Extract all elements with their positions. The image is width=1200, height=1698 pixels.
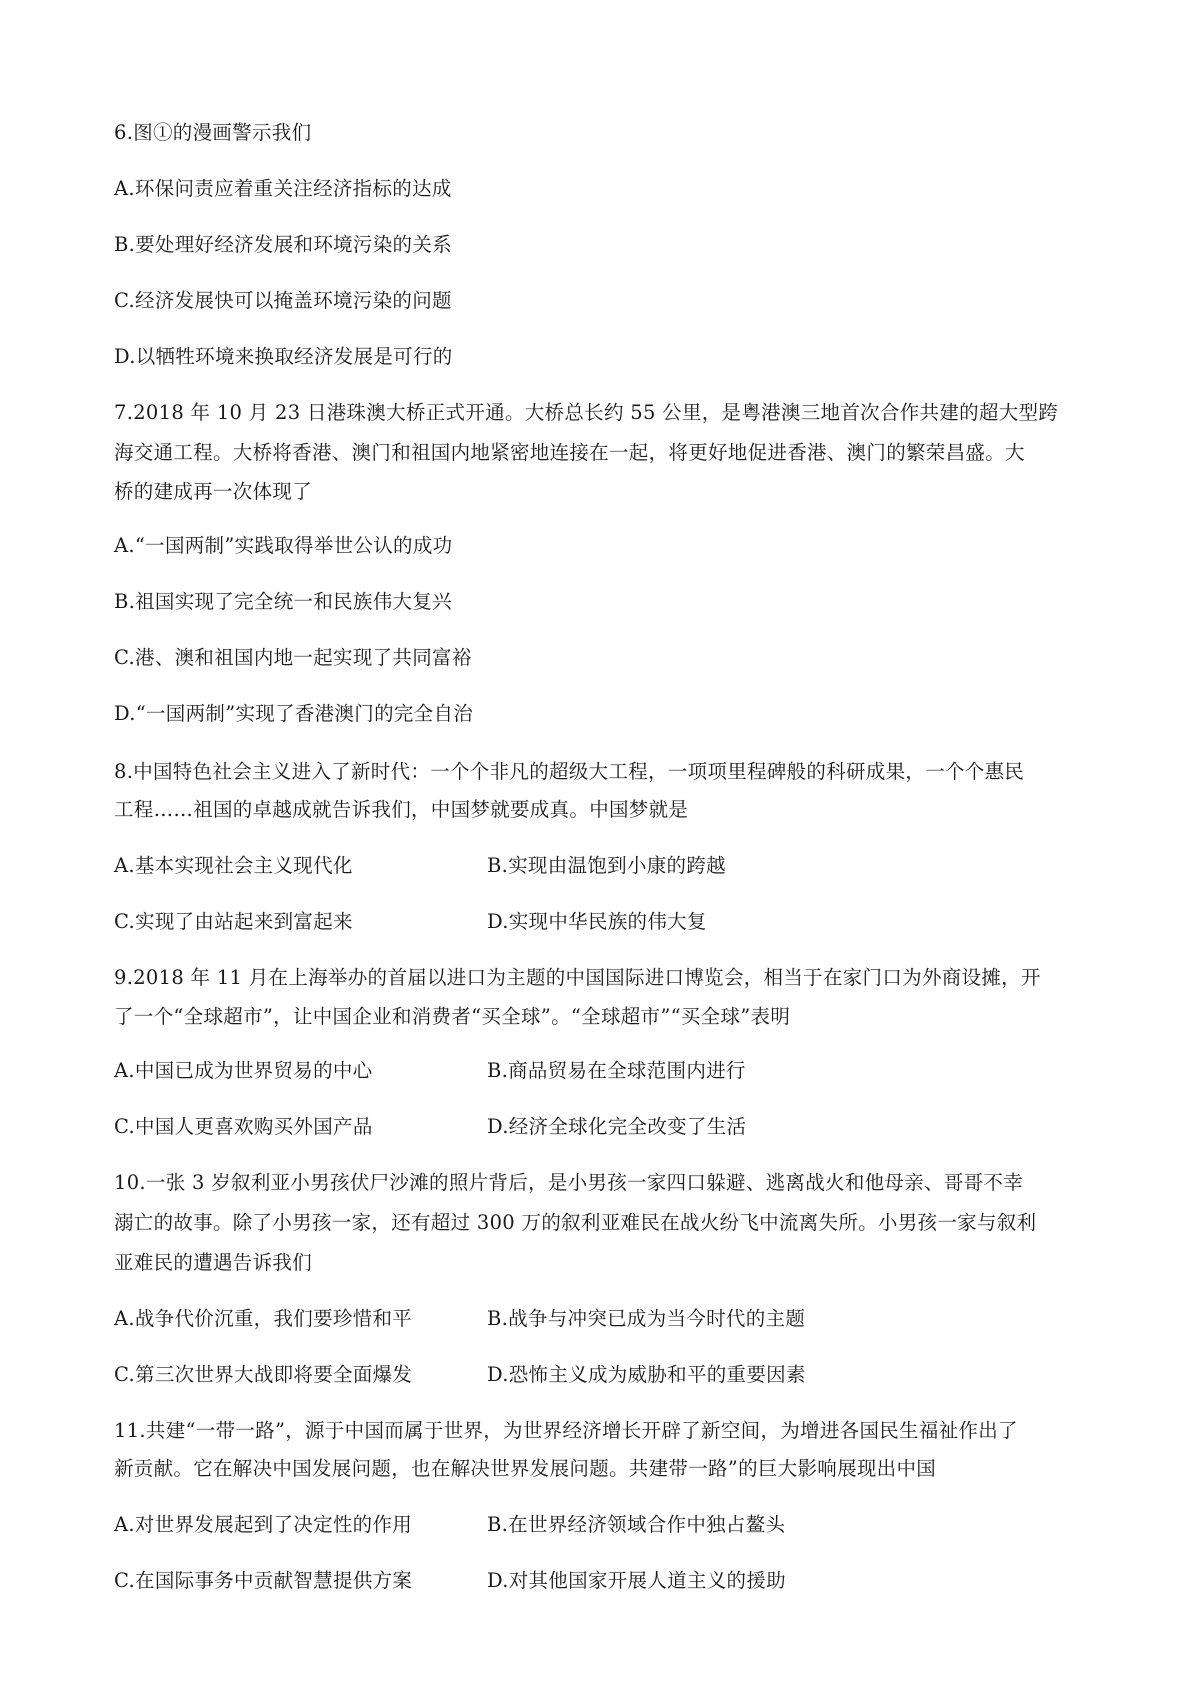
question-7-stem-line-2: 海交通工程。大桥将香港、澳门和祖国内地紧密地连接在一起，将更好地促进香港、澳门的繁荣昌盛。大 bbox=[114, 441, 1025, 464]
question-11-option-b: B.在世界经济领域合作中独占鳌头 bbox=[487, 1513, 786, 1536]
question-11-option-d: D.对其他国家开展人道主义的援助 bbox=[487, 1569, 786, 1592]
question-11-stem-line-2: 新贡献。它在解决中国发展问题，也在解决世界发展问题。共建带一路”的巨大影响展现出中国 bbox=[114, 1457, 937, 1480]
question-7-stem-line-1: 7.2018 年 10 月 23 日港珠澳大桥正式开通。大桥总长约 55 公里，是粤港澳三地首次合作共建的超大型跨 bbox=[114, 401, 1059, 424]
question-9-option-c: C.中国人更喜欢购买外国产品 bbox=[114, 1115, 373, 1138]
question-6-option-d: D.以牺牲环境来换取经济发展是可行的 bbox=[114, 345, 453, 368]
question-9-option-a: A.中国已成为世界贸易的中心 bbox=[114, 1059, 373, 1082]
question-10-stem-line-3: 亚难民的遭遇告诉我们 bbox=[114, 1251, 313, 1274]
question-10-stem-line-2: 溺亡的故事。除了小男孩一家，还有超过 300 万的叙利亚难民在战火纷飞中流离失所。小男孩一家与叙利 bbox=[114, 1211, 1037, 1234]
question-6-option-c: C.经济发展快可以掩盖环境污染的问题 bbox=[114, 289, 452, 312]
question-9-stem-line-1: 9.2018 年 11 月在上海举办的首届以进口为主题的中国国际进口博览会，相当于在家门口为外商设摊，开 bbox=[114, 966, 1041, 989]
question-11-option-c: C.在国际事务中贡献智慧提供方案 bbox=[114, 1569, 413, 1592]
question-9-option-b: B.商品贸易在全球范围内进行 bbox=[487, 1059, 746, 1082]
question-7-option-b: B.祖国实现了完全统一和民族伟大复兴 bbox=[114, 590, 452, 613]
question-7-option-c: C.港、澳和祖国内地一起实现了共同富裕 bbox=[114, 646, 472, 669]
question-10-stem-line-1: 10.一张 3 岁叙利亚小男孩伏尸沙滩的照片背后，是小男孩一家四口躲避、逃离战火和他母亲、哥哥不幸 bbox=[114, 1171, 1024, 1194]
question-8-option-a: A.基本实现社会主义现代化 bbox=[114, 854, 353, 877]
question-7-option-a: A.“一国两制”实践取得举世公认的成功 bbox=[114, 534, 453, 557]
question-6-option-a: A.环保问责应着重关注经济指标的达成 bbox=[114, 177, 452, 200]
question-10-option-d: D.恐怖主义成为威胁和平的重要因素 bbox=[487, 1363, 806, 1386]
question-8-option-c: C.实现了由站起来到富起来 bbox=[114, 910, 353, 933]
question-11-option-a: A.对世界发展起到了决定性的作用 bbox=[114, 1513, 413, 1536]
question-9-stem-line-2: 了一个“全球超市”，让中国企业和消费者“买全球”。“全球超市”“买全球”表明 bbox=[114, 1005, 791, 1028]
question-10-option-b: B.战争与冲突已成为当今时代的主题 bbox=[487, 1307, 806, 1330]
question-8-stem-line-1: 8.中国特色社会主义进入了新时代：一个个非凡的超级大工程，一项项里程碑般的科研成果，一个个惠民 bbox=[114, 760, 1025, 783]
question-11-stem-line-1: 11.共建“一带一路”，源于中国而属于世界，为世界经济增长开辟了新空间，为增进各国民生福祉作出了 bbox=[114, 1419, 1018, 1442]
question-8-option-b: B.实现由温饱到小康的跨越 bbox=[487, 854, 726, 877]
question-10-option-a: A.战争代价沉重，我们要珍惜和平 bbox=[114, 1307, 413, 1330]
question-6-stem: 6.图①的漫画警示我们 bbox=[114, 121, 312, 144]
question-8-option-d: D.实现中华民族的伟大复 bbox=[487, 910, 707, 933]
question-9-option-d: D.经济全球化完全改变了生活 bbox=[487, 1115, 747, 1138]
question-7-stem-line-3: 桥的建成再一次体现了 bbox=[114, 480, 313, 503]
question-10-option-c: C.第三次世界大战即将要全面爆发 bbox=[114, 1363, 413, 1386]
question-6-option-b: B.要处理好经济发展和环境污染的关系 bbox=[114, 233, 452, 256]
question-7-option-d: D.“一国两制”实现了香港澳门的完全自治 bbox=[114, 702, 474, 725]
question-8-stem-line-2: 工程……祖国的卓越成就告诉我们，中国梦就要成真。中国梦就是 bbox=[114, 798, 689, 821]
